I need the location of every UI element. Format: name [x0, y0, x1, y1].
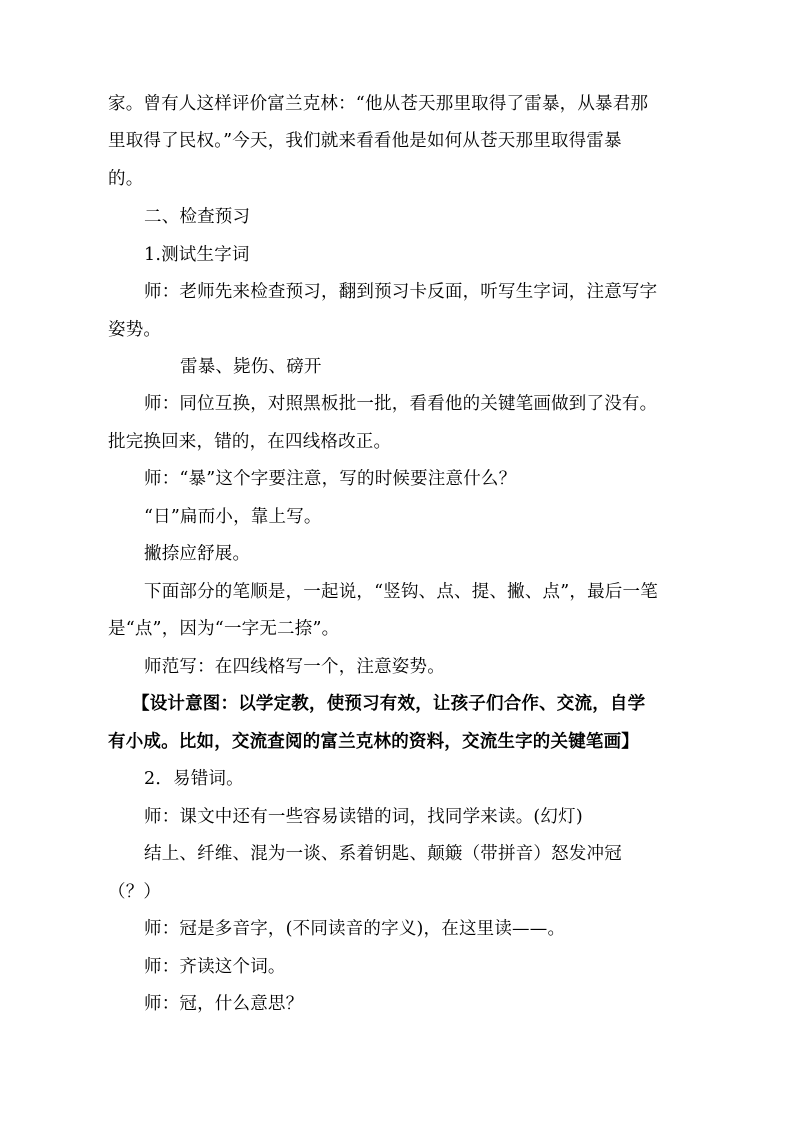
paragraph-line: 里取得了民权。”今天，我们就来看看他是如何从苍天那里取得雷暴	[108, 131, 622, 151]
subsection-heading: 2．易错词。	[144, 769, 244, 789]
paragraph-line: 师：冠，什么意思？	[144, 994, 304, 1014]
paragraph-line: 姿势。	[108, 320, 162, 340]
design-intent-note: 【设计意图：以学定教，使预习有效，让孩子们合作、交流，自学	[132, 694, 646, 714]
paragraph-line: 师范写：在四线格写一个，注意姿势。	[144, 657, 445, 677]
paragraph-line: 是“点”，因为“一字无二捺”。	[108, 619, 340, 639]
paragraph-line: （？）	[108, 882, 162, 902]
paragraph-line: 师：同位互换，对照黑板批一批，看看他的关键笔画做到了没有。	[144, 394, 658, 414]
paragraph-line: 师：“暴”这个字要注意，写的时候要注意什么？	[144, 469, 517, 489]
paragraph-line: 家。曾有人这样评价富兰克林：“他从苍天那里取得了雷暴，从暴君那	[108, 94, 649, 114]
design-intent-note: 有小成。比如，交流查阅的富兰克林的资料，交流生字的关键笔画】	[108, 732, 639, 752]
paragraph-line: “日”扁而小，靠上写。	[144, 507, 322, 527]
section-heading: 二、检查预习	[144, 207, 251, 227]
paragraph-line: 的。	[108, 169, 144, 189]
paragraph-line: 结上、纤维、混为一谈、系着钥匙、颠簸（带拼音）怒发冲冠	[144, 844, 622, 864]
paragraph-line: 批完换回来，错的，在四线格改正。	[108, 432, 392, 452]
paragraph-line: 师：冠是多音字，(不同读音的字义)，在这里读——。	[144, 919, 566, 939]
paragraph-line: 下面部分的笔顺是，一起说，“竖钩、点、提、撇、点”，最后一笔	[144, 582, 658, 602]
subsection-heading: 1.测试生字词	[144, 245, 250, 265]
paragraph-line: 撇捺应舒展。	[144, 544, 251, 564]
vocabulary-words: 雷暴、毙伤、磅开	[180, 357, 322, 377]
paragraph-line: 师：老师先来检查预习，翻到预习卡反面，听写生字词，注意写字	[144, 282, 658, 302]
paragraph-line: 师：课文中还有一些容易读错的词，找同学来读。(幻灯)	[144, 807, 583, 827]
paragraph-line: 师：齐读这个词。	[144, 957, 286, 977]
